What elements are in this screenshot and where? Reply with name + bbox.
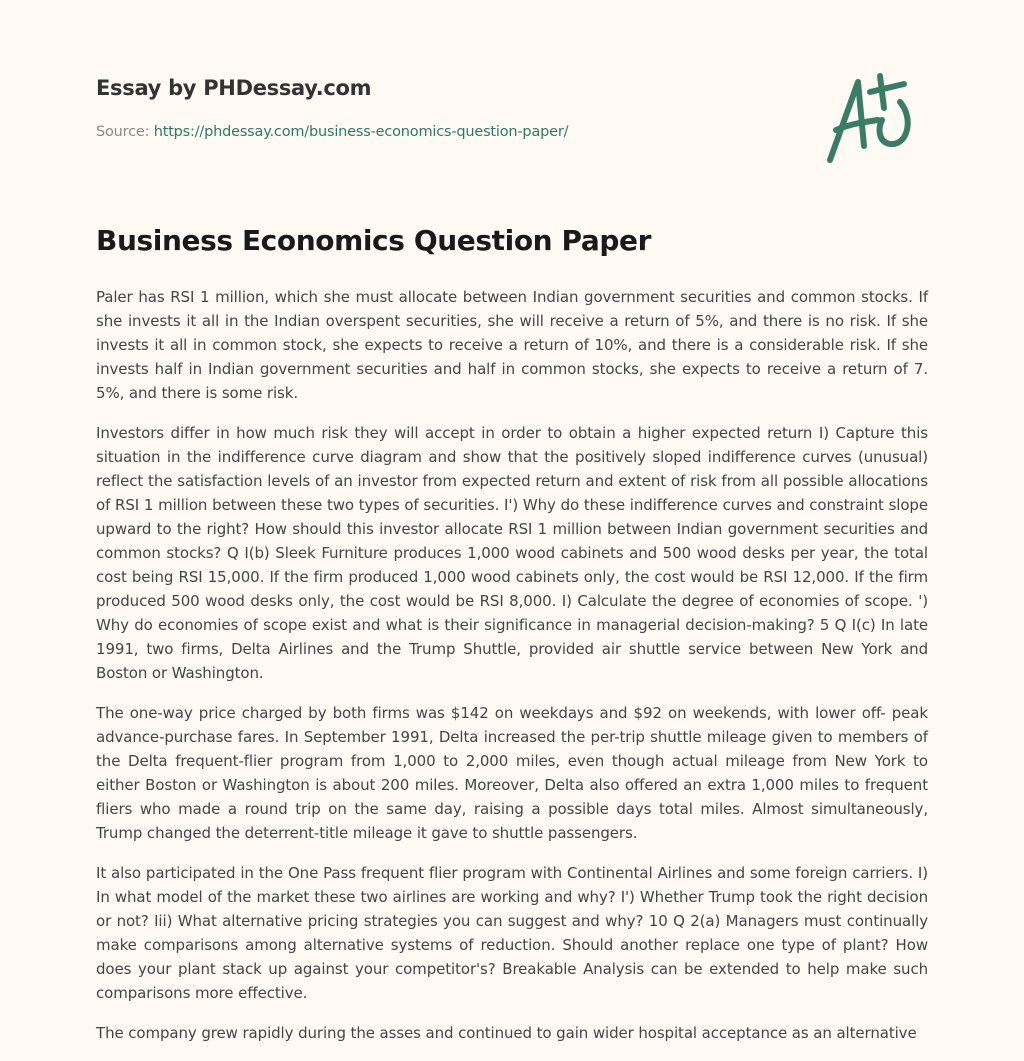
site-header [96, 76, 371, 100]
paragraph: It also participated in the One Pass frequent flier program with Continental Airlines and some foreign carriers. I) In what model of the market these two airlines are working and why? I') Whether Trump took the right decision or not? Iii) What alternative pricing strategies you can suggest and why? 10 Q 2(a) Managers must continually make comparisons among alternative systems of reduction. Should another replace one type of plant? How does your plant stack up against your competitor's? Breakable Analysis can be extended to help make such comparisons more effective. [96, 864, 928, 1002]
source-line [96, 124, 568, 140]
source-label: Source: [96, 124, 150, 140]
page-title: Business Economics Question Paper [96, 224, 652, 257]
article-body [96, 285, 928, 1061]
a-plus-logo-icon [818, 68, 928, 168]
paragraph: Investors differ in how much risk they will accept in order to obtain a higher expected return I) Capture this situation in the indifference curve diagram and show that the positively sloped indifference curves (unusual) reflect the satisfaction levels of an investor from expected return and extent of risk from all possible allocations of RSI 1 million between these two types of securities. I') Why do these indifference curves and constraint slope upward to the right? How should this investor allocate RSI 1 million between Indian government securities and common stocks? Q I(b) Sleek Furniture produces 1,000 wood cabinets and 500 wood desks per year, the total cost being RSI 15,000. If the firm produced 1,000 wood cabinets only, the cost would be RSI 12,000. If the firm produced 500 wood desks only, the cost would be RSI 8,000. I) Calculate the degree of economies of scope. ') Why do economies of scope exist and what is their significance in managerial decision-making? 5 Q I(c) In late 1991, two firms, Delta Airlines and the Trump Shuttle, provided air shuttle service between New York and Boston or Washington. [96, 424, 928, 682]
paragraph: The one-way price charged by both firms was $142 on weekdays and $92 on weekends, with lower off- peak advance-purchase fares. In September 1991, Delta increased the per-trip shuttle mileage given to members of the Delta frequent-flier program from 1,000 to 2,000 miles, even though actual mileage from New York to either Boston or Washington is about 200 miles. Moreover, Delta also offered an extra 1,000 miles to frequent fliers who made a round trip on the same day, raising a possible days total miles. Almost simultaneously, Trump changed the deterrent-title mileage it gave to shuttle passengers. [96, 704, 928, 842]
site-title: Essay by PHDessay.com [96, 76, 372, 100]
paragraph: The company grew rapidly during the asses and continued to gain wider hospital acceptance as an alternative [96, 1024, 917, 1042]
source-link[interactable]: https://phdessay.com/business-economics-question-paper/ [153, 124, 569, 140]
paragraph: Paler has RSI 1 million, which she must allocate between Indian government securities and common stocks. If she invests it all in the Indian overspent securities, she will receive a return of 5%, and there is no risk. If she invests it all in common stock, she expects to receive a return of 10%, and there is a considerable risk. If she invests half in Indian government securities and half in common stocks, she expects to receive a return of 7. 5%, and there is some risk. [96, 288, 928, 402]
